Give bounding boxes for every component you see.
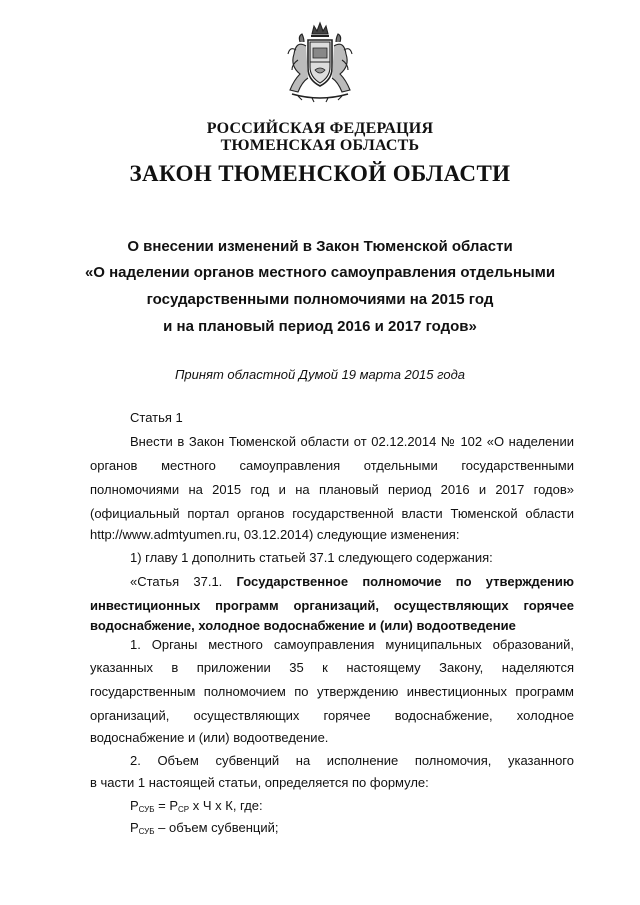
paragraph-line: (официальный портал органов государственной власти Тюменской области xyxy=(90,506,574,521)
coat-of-arms-icon xyxy=(282,20,358,104)
paragraph-line: 1. Органы местного самоуправления муниципальных образований, xyxy=(130,637,574,652)
paragraph-line: 2. Объем субвенций на исполнение полномочия, указанного xyxy=(130,753,574,768)
law-title-line-3: государственными полномочиями на 2015 год xyxy=(146,291,494,308)
law-title-line-1: О внесении изменений в Закон Тюменской области xyxy=(127,238,513,255)
law-title-line-4: и на плановый период 2016 и 2017 годов» xyxy=(163,318,477,335)
paragraph-line: водоснабжение и (или) водоотведение. xyxy=(90,730,329,745)
adoption-date: Принят областной Думой 19 марта 2015 года xyxy=(175,367,465,382)
formula-definition: $Р_{СУБ}$ – объем субвенций; xyxy=(130,820,279,836)
paragraph-line: органов местного самоуправления отдельными государственными xyxy=(90,458,574,473)
law-title-line-2: «О наделении органов местного самоуправления отдельными xyxy=(84,264,556,281)
paragraph-line: указанных в приложении 35 к настоящему Закону, наделяются xyxy=(90,660,574,675)
paragraph-line: организаций, осуществляющих горячее водоснабжение, холодное xyxy=(90,708,574,723)
paragraph-line: http://www.admtyumen.ru, 03.12.2014) следующие изменения: xyxy=(90,527,460,542)
article-number: «Статья 37.1. xyxy=(130,574,223,589)
paragraph-line: государственным полномочием по утверждению инвестиционных программ xyxy=(90,684,574,699)
paragraph-line: в части 1 настоящей статьи, определяется по формуле: xyxy=(90,775,429,790)
country-heading: РОССИЙСКАЯ ФЕДЕРАЦИЯ xyxy=(206,120,434,137)
subvention-formula: $Р_{СУБ} = Р_{СР}$ х Ч х К, где: xyxy=(130,798,263,814)
new-article-heading xyxy=(130,574,574,590)
document-type-heading: ЗАКОН ТЮМЕНСКОЙ ОБЛАСТИ xyxy=(129,161,511,186)
article-title-line: водоснабжение, холодное водоснабжение и (или) водоотведение xyxy=(90,618,516,633)
paragraph-line: 1) главу 1 дополнить статьей 37.1 следующего содержания: xyxy=(130,550,493,565)
article-heading: Статья 1 xyxy=(130,410,183,425)
paragraph-line: Внести в Закон Тюменской области от 02.12.2014 № 102 «О наделении xyxy=(130,434,574,449)
paragraph-line: полномочиями на 2015 год и на плановый период 2016 и 2017 годов» xyxy=(90,482,574,497)
article-title: Государственное полномочие по утверждению xyxy=(236,574,574,589)
article-title-line: инвестиционных программ организаций, осуществляющих горячее xyxy=(90,598,574,613)
region-heading: ТЮМЕНСКАЯ ОБЛАСТЬ xyxy=(220,137,420,154)
